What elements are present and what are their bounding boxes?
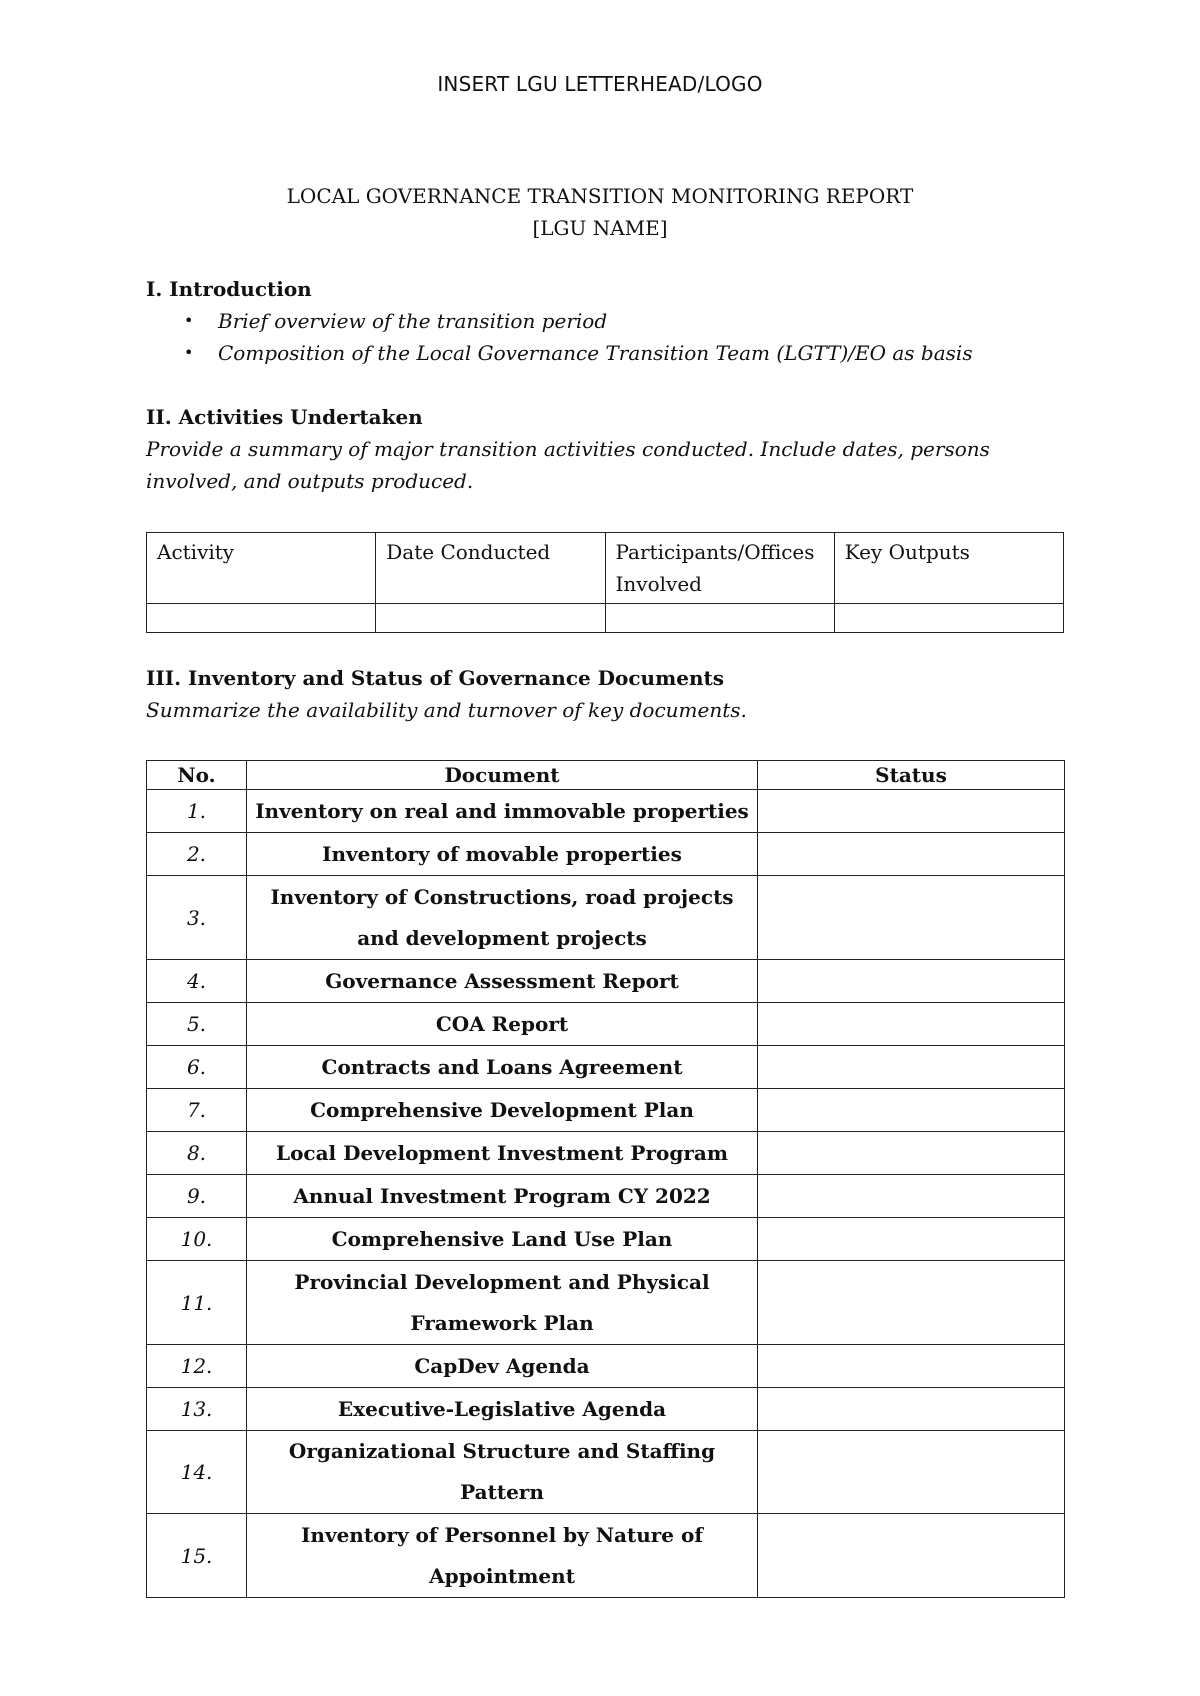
table-row bbox=[147, 1345, 1065, 1388]
status-cell[interactable] bbox=[758, 1089, 1065, 1132]
table-row bbox=[147, 1003, 1065, 1046]
document-name: Inventory of Constructions, road projects and development projects bbox=[247, 876, 758, 960]
document-name: Organizational Structure and Staffing Pattern bbox=[247, 1431, 758, 1514]
table-row bbox=[147, 960, 1065, 1003]
row-number: 12. bbox=[147, 1345, 247, 1388]
document-name: Comprehensive Land Use Plan bbox=[247, 1218, 758, 1261]
status-cell[interactable] bbox=[758, 1514, 1065, 1598]
document-name: Executive-Legislative Agenda bbox=[247, 1388, 758, 1431]
document-name: Contracts and Loans Agreement bbox=[247, 1046, 758, 1089]
document-name: Inventory of Personnel by Nature of Appointment bbox=[247, 1514, 758, 1598]
table-row bbox=[147, 1261, 1065, 1345]
documents-table bbox=[146, 760, 1065, 1598]
table-header-cell: Key Outputs bbox=[834, 533, 1063, 604]
table-header-cell: Document bbox=[247, 761, 758, 790]
row-number: 15. bbox=[147, 1514, 247, 1598]
row-number: 11. bbox=[147, 1261, 247, 1345]
table-row bbox=[147, 833, 1065, 876]
row-number: 7. bbox=[147, 1089, 247, 1132]
status-cell[interactable] bbox=[758, 1218, 1065, 1261]
document-name: Local Development Investment Program bbox=[247, 1132, 758, 1175]
document-name: Comprehensive Development Plan bbox=[247, 1089, 758, 1132]
row-number: 13. bbox=[147, 1388, 247, 1431]
table-header-cell: Participants/Offices Involved bbox=[605, 533, 834, 604]
section-activities bbox=[146, 401, 1066, 497]
document-name: Inventory of movable properties bbox=[247, 833, 758, 876]
document-name: CapDev Agenda bbox=[247, 1345, 758, 1388]
section-introduction bbox=[146, 273, 1066, 369]
row-number: 9. bbox=[147, 1175, 247, 1218]
table-cell[interactable] bbox=[834, 604, 1063, 633]
section-documents bbox=[146, 662, 1066, 726]
document-name: Governance Assessment Report bbox=[247, 960, 758, 1003]
bullet-icon: • bbox=[184, 311, 194, 330]
status-cell[interactable] bbox=[758, 1261, 1065, 1345]
document-name: Inventory on real and immovable properties bbox=[247, 790, 758, 833]
letterhead-placeholder: INSERT LGU LETTERHEAD/LOGO bbox=[437, 72, 763, 96]
table-cell[interactable] bbox=[376, 604, 605, 633]
row-number: 1. bbox=[147, 790, 247, 833]
row-number: 5. bbox=[147, 1003, 247, 1046]
report-title bbox=[0, 180, 1200, 244]
bullet-icon: • bbox=[184, 343, 194, 362]
table-row bbox=[147, 1514, 1065, 1598]
status-cell[interactable] bbox=[758, 833, 1065, 876]
status-cell[interactable] bbox=[758, 1431, 1065, 1514]
section-heading: I. Introduction bbox=[146, 277, 312, 301]
table-row bbox=[147, 1431, 1065, 1514]
document-name: Provincial Development and Physical Framework Plan bbox=[247, 1261, 758, 1345]
status-cell[interactable] bbox=[758, 1388, 1065, 1431]
section-instruction: Summarize the availability and turnover of key documents. bbox=[146, 698, 747, 722]
table-header-row bbox=[147, 533, 1064, 604]
row-number: 10. bbox=[147, 1218, 247, 1261]
row-number: 3. bbox=[147, 876, 247, 960]
section-heading: II. Activities Undertaken bbox=[146, 405, 423, 429]
row-number: 6. bbox=[147, 1046, 247, 1089]
list-item-text: Brief overview of the transition period bbox=[218, 309, 608, 333]
list-item bbox=[146, 337, 1066, 369]
lgu-name-placeholder: [LGU NAME] bbox=[532, 216, 668, 240]
table-row bbox=[147, 790, 1065, 833]
status-cell[interactable] bbox=[758, 1132, 1065, 1175]
row-number: 2. bbox=[147, 833, 247, 876]
status-cell[interactable] bbox=[758, 1345, 1065, 1388]
table-header-row bbox=[147, 761, 1065, 790]
status-cell[interactable] bbox=[758, 1046, 1065, 1089]
document-name: COA Report bbox=[247, 1003, 758, 1046]
section-instruction: Provide a summary of major transition activities conducted. Include dates, persons involved, and outputs produced. bbox=[146, 437, 990, 493]
table-header-cell: Date Conducted bbox=[376, 533, 605, 604]
activities-table bbox=[146, 532, 1064, 633]
table-cell[interactable] bbox=[147, 604, 376, 633]
status-cell[interactable] bbox=[758, 1003, 1065, 1046]
table-row bbox=[147, 1089, 1065, 1132]
bullet-list bbox=[146, 305, 1066, 369]
status-cell[interactable] bbox=[758, 960, 1065, 1003]
row-number: 4. bbox=[147, 960, 247, 1003]
table-row bbox=[147, 604, 1064, 633]
list-item-text: Composition of the Local Governance Transition Team (LGTT)/EO as basis bbox=[218, 341, 973, 365]
report-title-line: LOCAL GOVERNANCE TRANSITION MONITORING REPORT bbox=[286, 184, 914, 208]
row-number: 14. bbox=[147, 1431, 247, 1514]
table-row bbox=[147, 1175, 1065, 1218]
status-cell[interactable] bbox=[758, 876, 1065, 960]
list-item bbox=[146, 305, 1066, 337]
section-heading: III. Inventory and Status of Governance Documents bbox=[146, 666, 725, 690]
row-number: 8. bbox=[147, 1132, 247, 1175]
table-header-cell: Activity bbox=[147, 533, 376, 604]
table-row bbox=[147, 1046, 1065, 1089]
document-name: Annual Investment Program CY 2022 bbox=[247, 1175, 758, 1218]
table-row bbox=[147, 1218, 1065, 1261]
table-row bbox=[147, 1388, 1065, 1431]
table-header-cell: Status bbox=[758, 761, 1065, 790]
table-row bbox=[147, 1132, 1065, 1175]
table-row bbox=[147, 876, 1065, 960]
status-cell[interactable] bbox=[758, 1175, 1065, 1218]
table-cell[interactable] bbox=[605, 604, 834, 633]
table-header-cell: No. bbox=[147, 761, 247, 790]
status-cell[interactable] bbox=[758, 790, 1065, 833]
